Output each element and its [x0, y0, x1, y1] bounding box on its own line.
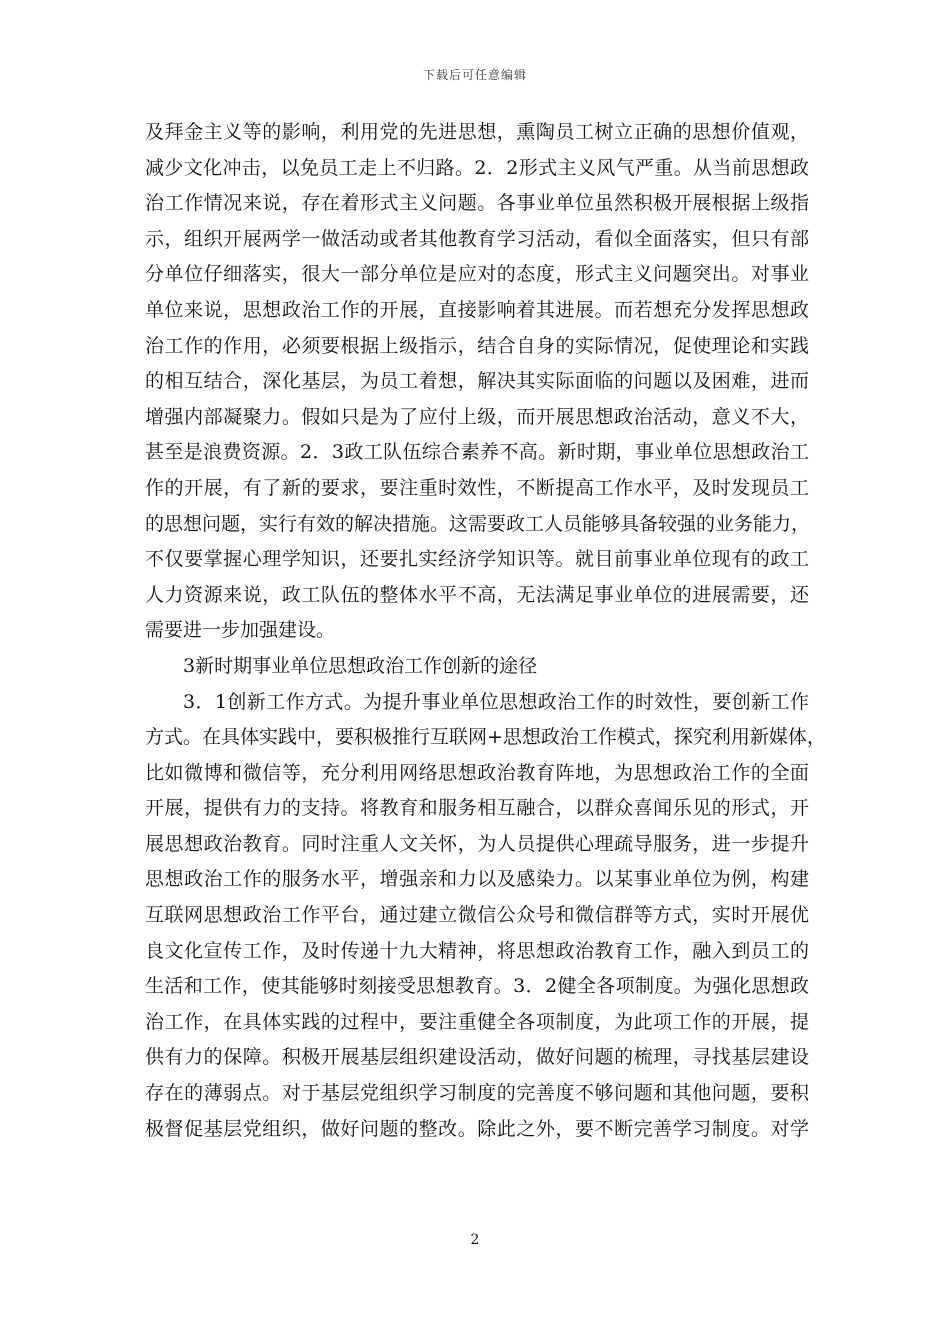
text-line: 减少文化冲击，以免员工走上不归路。2．2形式主义风气严重。从当前思想政	[145, 156, 809, 179]
text-line: 的思想问题，实行有效的解决措施。这需要政工人员能够具备较强的业务能力，	[145, 512, 811, 535]
text-line: 的相互结合，深化基层，为员工着想，解决其实际面临的问题以及困难，进而	[145, 370, 809, 393]
text-line: 治工作的作用，必须要根据上级指示，结合自身的实际情况，促使理论和实践	[145, 334, 809, 357]
text-line: 互联网思想政治工作平台，通过建立微信公众号和微信群等方式，实时开展优	[145, 904, 809, 927]
page-number: 2	[470, 1232, 480, 1248]
text-line: 增强内部凝聚力。假如只是为了应付上级，而开展思想政治活动，意义不大，	[145, 405, 809, 428]
page-header: 下载后可任意编辑	[422, 68, 527, 82]
text-line: 比如微博和微信等，充分利用网络思想政治教育阵地，为思想政治工作的全面	[145, 761, 809, 784]
text-line: 人力资源来说，政工队伍的整体水平不高，无法满足事业单位的进展需要，还	[145, 583, 809, 606]
text-line: 供有力的保障。积极开展基层组织建设活动，做好问题的梳理，寻找基层建设	[145, 1046, 809, 1069]
text-line: 示，组织开展两学一做活动或者其他教育学习活动，看似全面落实，但只有部	[145, 227, 809, 250]
text-line: 方式。在具体实践中，要积极推行互联网+思想政治工作模式，探究利用新媒体，	[145, 726, 826, 749]
text-line: 3．1创新工作方式。为提升事业单位思想政治工作的时效性，要创新工作	[183, 690, 809, 713]
text-line: 不仅要掌握心理学知识，还要扎实经济学知识等。就目前事业单位现有的政工	[145, 548, 809, 571]
text-line: 及拜金主义等的影响，利用党的先进思想，熏陶员工树立正确的思想价值观，	[145, 121, 809, 143]
text-line: 生活和工作，使其能够时刻接受思想教育。3．2健全各项制度。为强化思想政	[145, 975, 809, 998]
text-line: 甚至是浪费资源。2．3政工队伍综合素养不高。新时期，事业单位思想政治工	[145, 441, 809, 464]
text-line: 治工作情况来说，存在着形式主义问题。各事业单位虽然积极开展根据上级指	[145, 192, 809, 215]
text-line: 开展，提供有力的支持。将教育和服务相互融合，以群众喜闻乐见的形式，开	[145, 797, 809, 820]
text-line: 需要进一步加强建设。	[145, 619, 336, 642]
text-line: 单位来说，思想政治工作的开展，直接影响着其进展。而若想充分发挥思想政	[145, 298, 809, 321]
text-line: 存在的薄弱点。对于基层党组织学习制度的完善度不够问题和其他问题，要积	[145, 1082, 809, 1105]
body-text	[145, 115, 826, 1147]
text-line: 极督促基层党组织，做好问题的整改。除此之外，要不断完善学习制度。对学	[145, 1117, 809, 1140]
text-line: 治工作，在具体实践的过程中，要注重健全各项制度，为此项工作的开展，提	[145, 1010, 809, 1033]
text-line: 展思想政治教育。同时注重人文关怀，为人员提供心理疏导服务，进一步提升	[145, 832, 809, 855]
text-line: 良文化宣传工作，及时传递十九大精神，将思想政治教育工作，融入到员工的	[145, 939, 809, 962]
text-line: 分单位仔细落实，很大一部分单位是应对的态度，形式主义问题突出。对事业	[145, 263, 809, 286]
text-line: 思想政治工作的服务水平，增强亲和力以及感染力。以某事业单位为例，构建	[145, 868, 809, 891]
text-line: 作的开展，有了新的要求，要注重时效性，不断提高工作水平，及时发现员工	[145, 476, 809, 499]
section-heading: 3新时期事业单位思想政治工作创新的途径	[183, 654, 538, 677]
